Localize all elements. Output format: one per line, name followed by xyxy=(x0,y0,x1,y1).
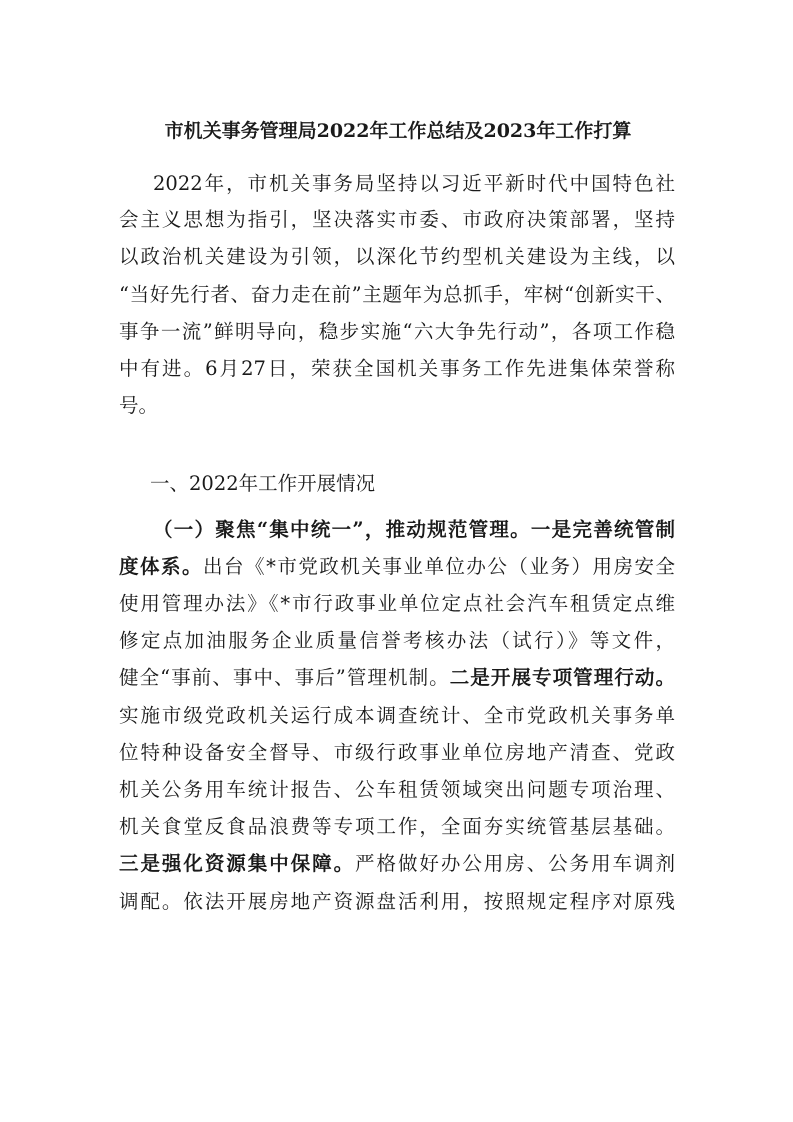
paragraph-line xyxy=(119,850,675,878)
paragraph-line: 机关食堂反食品浪费等专项工作，全面夯实统管基层基础。 xyxy=(119,815,675,838)
intro-line: 以政治机关建设为引领，以深化节约型机关建设为主线，以 xyxy=(119,245,675,268)
paragraph-line: 位特种设备安全督导、市级行政事业单位房地产清查、党政 xyxy=(119,741,675,764)
paragraph-line: 使用管理办法》《*市行政事业单位定点社会汽车租赁定点维 xyxy=(119,592,675,615)
intro-line: 事争一流”鲜明导向，稳步实施“六大争先行动”，各项工作稳 xyxy=(119,320,675,343)
paragraph-line: 机关公务用车统计报告、公车租赁领域突出问题专项治理、 xyxy=(119,778,675,801)
paragraph-bold-text: 三是强化资源集中保障。 xyxy=(119,852,356,875)
paragraph-line xyxy=(119,664,675,692)
intro-line: 会主义思想为指引，坚决落实市委、市政府决策部署，坚持 xyxy=(119,208,675,231)
intro-line: 号。 xyxy=(119,394,159,417)
paragraph-bold-text: 二是开展专项管理行动。 xyxy=(449,666,675,689)
intro-line: “当好先行者、奋力走在前”主题年为总抓手，牢树“创新实干、 xyxy=(119,283,675,306)
document-title: 市机关事务管理局2022年工作总结及2023年工作打算 xyxy=(164,120,632,142)
section-heading: 一、2022年工作开展情况 xyxy=(150,472,376,495)
paragraph-line: 实施市级党政机关运行成本调查统计、全市党政机关事务单 xyxy=(119,704,675,727)
paragraph-line: 修定点加油服务企业质量信誉考核办法（试行）》等文件， xyxy=(119,629,675,652)
paragraph-line xyxy=(119,553,675,581)
paragraph-bold-text: （一）聚焦“集中统一”，推动规范管理。一是完善统管制 xyxy=(153,518,675,541)
paragraph-text: 出台《*市党政机关事业单位办公（业务）用房安全 xyxy=(203,555,675,578)
paragraph-line xyxy=(119,516,675,544)
intro-line: 中有进。6月27日，荣获全国机关事务工作先进集体荣誉称 xyxy=(119,357,675,380)
intro-line: 2022年，市机关事务局坚持以习近平新时代中国特色社 xyxy=(153,172,675,195)
paragraph-text: 严格做好办公用房、公务用车调剂 xyxy=(355,852,675,875)
paragraph-bold-text: 度体系。 xyxy=(119,555,204,578)
paragraph-line: 调配。依法开展房地产资源盘活利用，按照规定程序对原残 xyxy=(119,890,675,913)
paragraph-text: 健全“事前、事中、事后”管理机制。 xyxy=(119,666,450,689)
